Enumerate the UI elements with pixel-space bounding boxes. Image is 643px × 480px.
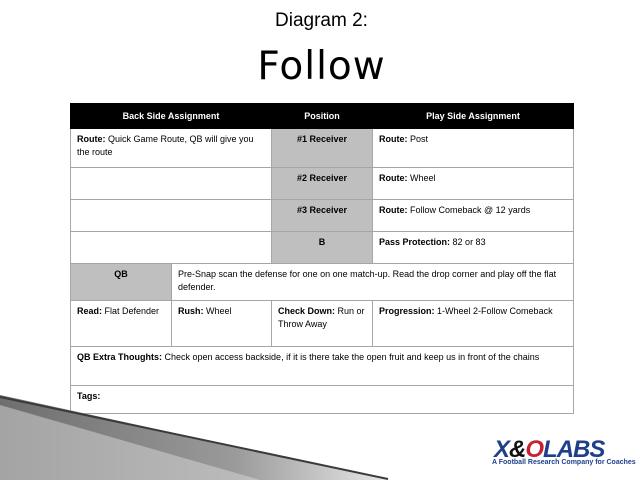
play-label: Route:: [379, 173, 408, 183]
xo-labs-logo: [488, 436, 636, 470]
checkdown-text: Run or Throw Away: [278, 306, 365, 329]
play-label: Pass Protection:: [379, 237, 451, 247]
rush-text: Wheel: [203, 306, 232, 316]
play-title: Follow: [257, 44, 386, 89]
header-play-side: Play Side Assignment: [373, 104, 574, 129]
position-cell: B: [272, 232, 373, 264]
header-back-side: Back Side Assignment: [71, 104, 272, 129]
back-route-text: Quick Game Route, QB will give you the route: [77, 134, 254, 157]
header-position: Position: [272, 104, 373, 129]
back-side-cell: [71, 168, 272, 200]
play-text: Follow Comeback @ 12 yards: [407, 205, 531, 215]
progression-cell: [373, 301, 574, 347]
rush-label: Rush:: [178, 306, 204, 316]
read-cell: [71, 301, 172, 347]
diagram-label: Diagram 2:: [275, 10, 368, 31]
extra-thoughts-cell: [71, 347, 574, 386]
back-side-cell: [71, 232, 272, 264]
play-side-cell: [373, 200, 574, 232]
extra-thoughts-text: Check open access backside, if it is there take the open fruit and keep us in front of the chains: [162, 352, 540, 362]
table-row: [71, 168, 574, 200]
back-side-cell: [71, 129, 272, 168]
position-cell: #3 Receiver: [272, 200, 373, 232]
play-text: Post: [407, 134, 429, 144]
extra-thoughts-label: QB Extra Thoughts:: [77, 352, 162, 362]
tags-label: Tags:: [77, 391, 101, 401]
qb-position-cell: QB: [71, 264, 172, 301]
qb-prescan-cell: Pre-Snap scan the defense for one on one match-up. Read the drop corner and play off the flat defender.: [172, 264, 574, 301]
read-label: Read:: [77, 306, 103, 316]
qb-row: [71, 264, 574, 301]
reads-row: [71, 301, 574, 347]
logo-wordmark: X&OLABS: [494, 436, 605, 463]
extra-thoughts-row: [71, 347, 574, 386]
play-label: Route:: [379, 134, 408, 144]
play-text: 82 or 83: [450, 237, 486, 247]
table-row: [71, 200, 574, 232]
play-side-cell: [373, 232, 574, 264]
progression-label: Progression:: [379, 306, 435, 316]
rush-cell: [172, 301, 272, 347]
back-side-cell: [71, 200, 272, 232]
progression-text: 1-Wheel 2-Follow Comeback: [434, 306, 553, 316]
position-cell: #1 Receiver: [272, 129, 373, 168]
checkdown-label: Check Down:: [278, 306, 336, 316]
table-row: [71, 129, 574, 168]
play-text: Wheel: [407, 173, 436, 183]
position-cell: #2 Receiver: [272, 168, 373, 200]
checkdown-cell: [272, 301, 373, 347]
slide-swoosh-decoration: [0, 395, 390, 480]
read-text: Flat Defender: [102, 306, 160, 316]
back-route-label: Route:: [77, 134, 106, 144]
logo-tagline: A Football Research Company for Coaches: [492, 459, 636, 466]
play-assignment-table: [70, 103, 574, 414]
play-side-cell: [373, 129, 574, 168]
play-side-cell: [373, 168, 574, 200]
table-row: [71, 232, 574, 264]
play-label: Route:: [379, 205, 408, 215]
table-header-row: [71, 104, 574, 129]
